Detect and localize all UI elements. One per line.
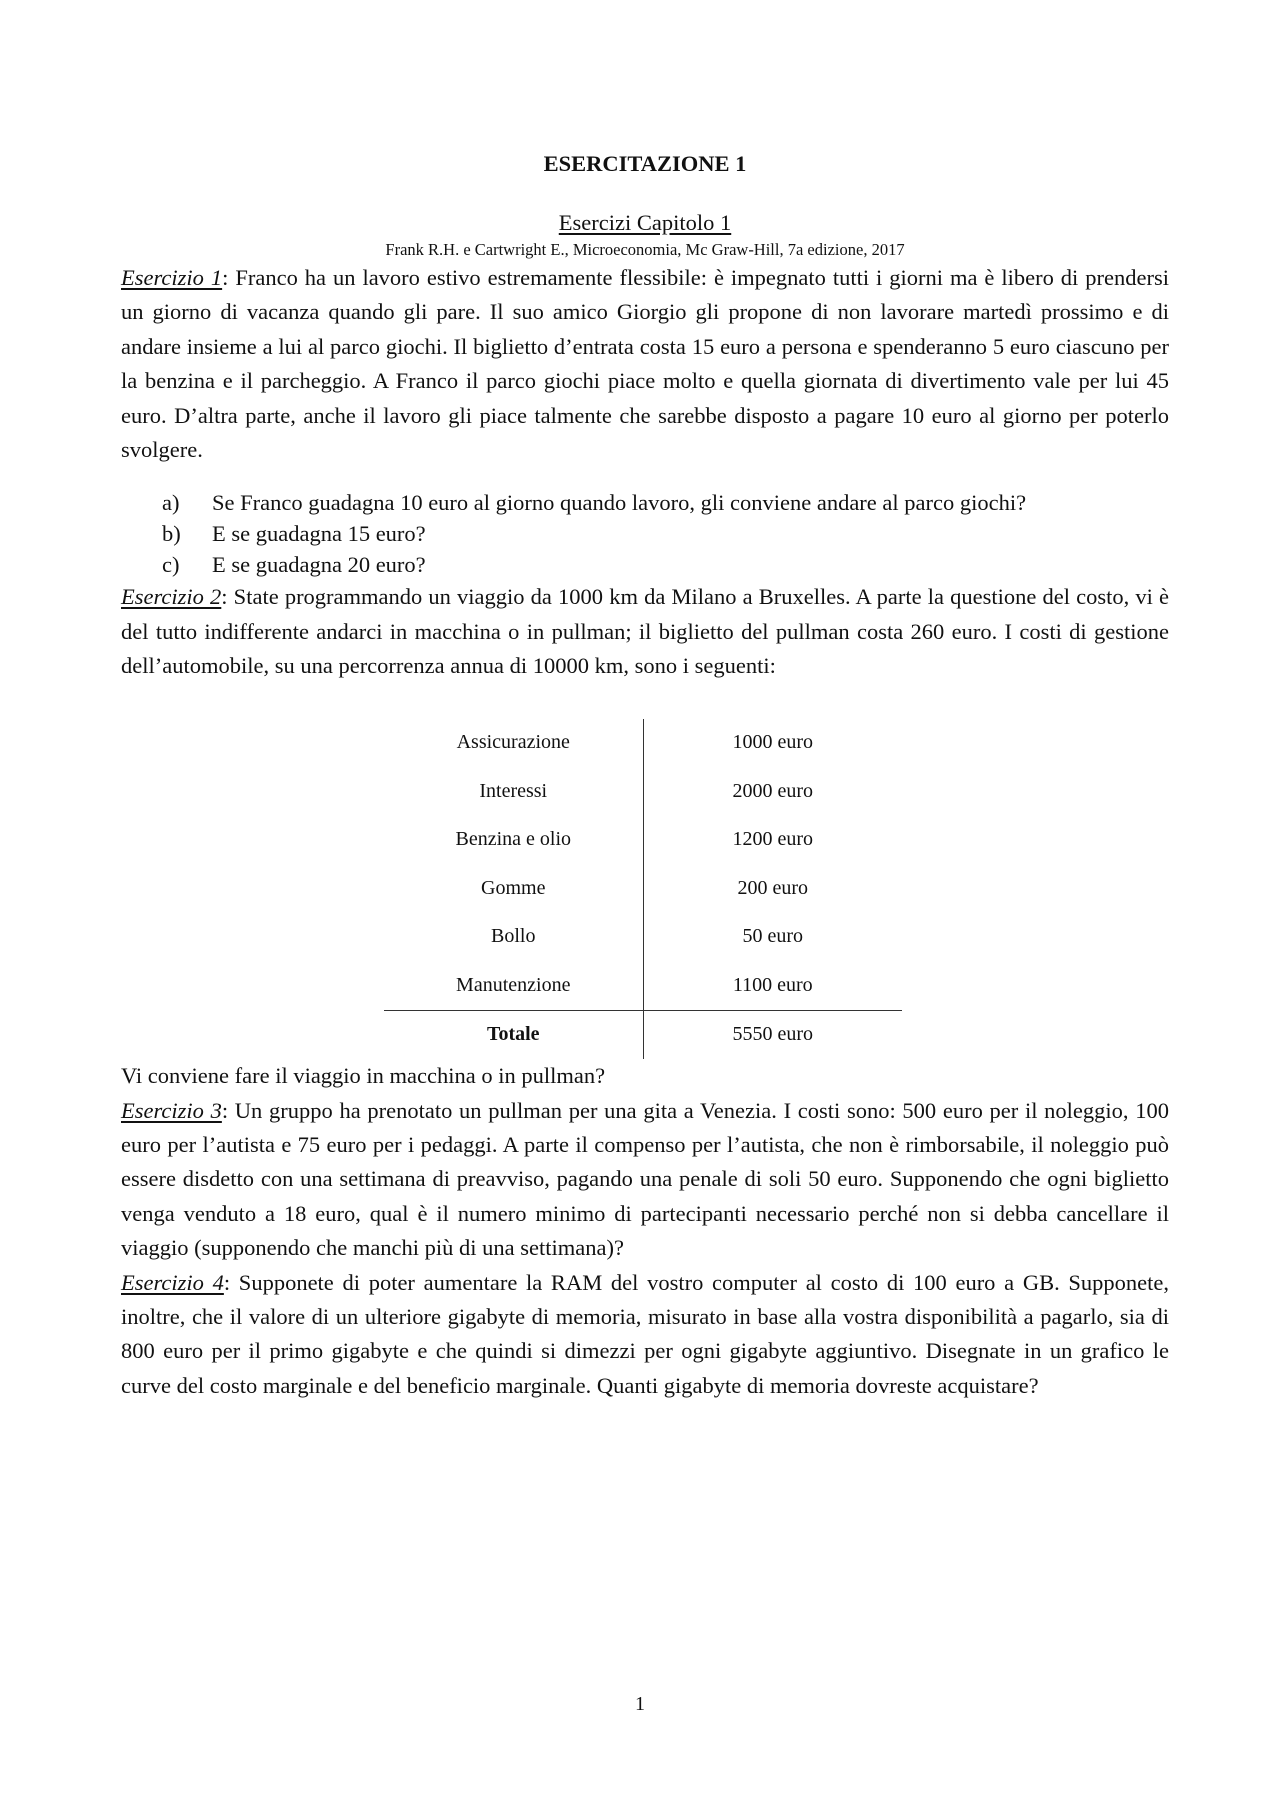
cost-item: Assicurazione <box>384 719 643 768</box>
exercise-3-text: : Un gruppo ha prenotato un pullman per una gita a Venezia. I costi sono: 500 euro per il noleggio, 100 euro per l’autista e 75 euro per i pedaggi. A parte il compenso per l’autista, che non è rimborsabile, il noleggio può essere disdetto con una settimana di preavviso, pagando una penale di soli 50 euro. Supponendo che ogni biglietto venga venduto a 18 euro, qual è il numero minimo di partecipanti necessario perché non si debba cancellare il viaggio (supponendo che manchi più di una settimana)? <box>121 1097 1169 1261</box>
page-title: ESERCITAZIONE 1 <box>543 151 747 176</box>
question-marker: c) <box>162 552 180 578</box>
subtitle-text: Esercizi Capitolo 1 <box>558 210 732 235</box>
cost-value: 2000 euro <box>732 779 814 802</box>
table-row <box>384 961 902 1010</box>
question-text: E se guadagna 15 euro? <box>212 521 426 547</box>
question-item <box>121 487 1169 518</box>
car-cost-table <box>384 719 902 1060</box>
cost-item: Interessi <box>384 767 643 816</box>
exercise-2-question: Vi conviene fare il viaggio in macchina o in pullman? <box>121 1063 606 1089</box>
question-text: Se Franco guadagna 10 euro al giorno quando lavoro, gli conviene andare al parco giochi? <box>212 490 1027 516</box>
table-row <box>384 913 902 962</box>
exercise-2-label: Esercizio 2 <box>121 584 222 610</box>
cost-item: Bollo <box>384 913 643 962</box>
total-value: 5550 euro <box>643 1010 902 1059</box>
question-marker: b) <box>162 521 181 547</box>
question-marker: a) <box>162 490 180 516</box>
cost-item: Manutenzione <box>384 961 643 1010</box>
exercise-4-text: : Supponete di poter aumentare la RAM del vostro computer al costo di 100 euro a GB. Supponete, inoltre, che il valore di un ulteriore gigabyte di memoria, misurato in base alla vostra disponibilità a pagarlo, sia di 800 euro per il primo gigabyte e che quindi si dimezzi per ogni gigabyte aggiuntivo. Disegnate in un grafico le curve del costo marginale e del beneficio marginale. Quanti gigabyte di memoria dovreste acquistare? <box>121 1269 1170 1398</box>
table-total-row <box>384 1010 902 1059</box>
cost-value: 200 euro <box>737 876 809 899</box>
page-content <box>121 150 1169 1403</box>
cost-value: 1100 euro <box>732 973 813 996</box>
cost-value: 1000 euro <box>732 731 814 754</box>
table-row <box>384 864 902 913</box>
question-item <box>121 549 1169 580</box>
exercise-4-label: Esercizio 4 <box>121 1269 224 1295</box>
question-item <box>121 518 1169 549</box>
table-row <box>384 767 902 816</box>
exercise-1-text: : Franco ha un lavoro estivo estremamente flessibile: è impegnato tutti i giorni ma è libero di prendersi un giorno di vacanza quando gli pare. Il suo amico Giorgio gli propone di non lavorare martedì prossimo e di andare insieme a lui al parco giochi. Il biglietto d’entrata costa 15 euro a persona e spenderanno 5 euro ciascuno per la benzina e il parcheggio. A Franco il parco giochi piace molto e quella giornata di divertimento vale per lui 45 euro. D’altra parte, anche il lavoro gli piace talmente che sarebbe disposto a pagare 10 euro al giorno per poterlo svolgere. <box>121 265 1169 463</box>
exercise-3-label: Esercizio 3 <box>121 1097 222 1123</box>
page-number: 1 <box>635 1693 645 1715</box>
total-label: Totale <box>384 1010 643 1059</box>
table-row <box>384 816 902 865</box>
table-row <box>384 719 902 768</box>
exercise-4-paragraph <box>121 1266 1169 1404</box>
exercise-2-text: : State programmando un viaggio da 1000 km da Milano a Bruxelles. A parte la questione del costo, vi è del tutto indifferente andarci in macchina o in pullman; il biglietto del pullman costa 260 euro. I costi di gestione dell’automobile, su una percorrenza annua di 10000 km, sono i seguenti: <box>121 584 1169 679</box>
page-subtitle <box>121 209 1169 237</box>
cost-item: Benzina e olio <box>384 816 643 865</box>
cost-item: Gomme <box>384 864 643 913</box>
cost-table-container <box>384 719 902 1060</box>
exercise-1-label: Esercizio 1 <box>121 265 223 290</box>
exercise-3-paragraph <box>121 1094 1169 1266</box>
cost-value: 50 euro <box>742 925 804 948</box>
exercise-1-paragraph <box>121 261 1169 467</box>
exercise-2-paragraph <box>121 580 1169 683</box>
cost-value: 1200 euro <box>732 828 814 851</box>
question-text: E se guadagna 20 euro? <box>212 552 426 578</box>
book-reference: Frank R.H. e Cartwright E., Microeconomia, Mc Graw-Hill, 7a edizione, 2017 <box>385 240 905 259</box>
exercise-1-questions <box>121 487 1169 580</box>
